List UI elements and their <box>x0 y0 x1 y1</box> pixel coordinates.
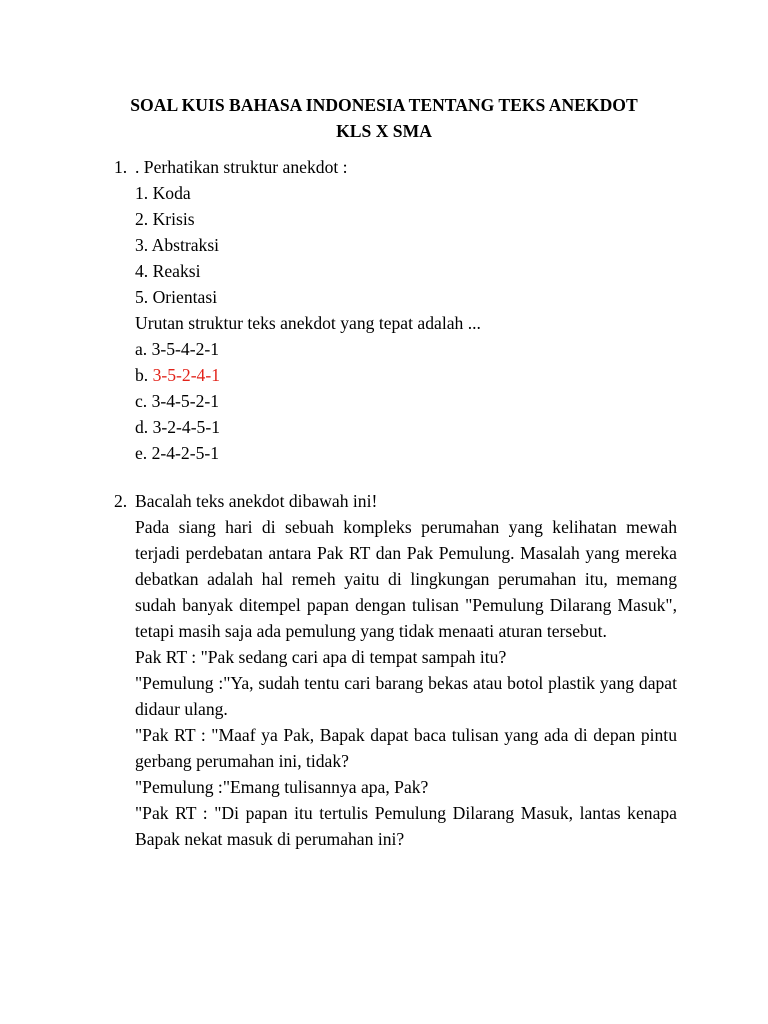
option-text: 3-5-4-2-1 <box>151 339 220 359</box>
correct-answer-text: 3-5-2-4-1 <box>152 365 221 385</box>
answer-option <box>135 440 677 466</box>
option-letter: b. <box>135 365 153 385</box>
answer-option <box>135 414 677 440</box>
dialogue-line: "Pemulung :"Ya, sudah tentu cari barang bekas atau botol plastik yang dapat didaur ulang. <box>135 673 677 719</box>
option-letter: c. <box>135 391 152 411</box>
answer-option <box>135 388 677 414</box>
option-letter: a. <box>135 339 152 359</box>
title-line-1: SOAL KUIS BAHASA INDONESIA TENTANG TEKS ANEKDOT <box>130 95 638 115</box>
question-prompt: Bacalah teks anekdot dibawah ini! <box>135 491 378 511</box>
option-letter: e. <box>135 443 152 463</box>
dialogue-line: "Pemulung :"Emang tulisannya apa, Pak? <box>135 777 429 797</box>
option-text: 2-4-2-5-1 <box>151 443 220 463</box>
anecdote-paragraph: Pada siang hari di sebuah kompleks perumahan yang kelihatan mewah terjadi perdebatan antara Pak RT dan Pak Pemulung. Masalah yang mereka debatkan adalah hal remeh yaitu di lingkungan perumahan itu, memang sudah banyak ditempel papan dengan tulisan "Pemulung Dilarang Masuk", tetapi masih saja ada pemulung yang tidak menaati aturan tersebut. <box>135 517 677 641</box>
dialogue-line: "Pak RT : "Maaf ya Pak, Bapak dapat baca tulisan yang ada di depan pintu gerbang perumahan ini, tidak? <box>135 725 677 771</box>
title-line-2: KLS X SMA <box>336 121 432 141</box>
option-text: 3-2-4-5-1 <box>152 417 221 437</box>
structure-item: 4. Reaksi <box>135 261 201 281</box>
option-text: 3-4-5-2-1 <box>151 391 220 411</box>
option-letter: d. <box>135 417 153 437</box>
question-body <box>135 488 677 852</box>
question-number: 1. <box>114 157 128 177</box>
structure-item: 5. Orientasi <box>135 287 218 307</box>
structure-item: 2. Krisis <box>135 209 195 229</box>
answer-option-correct <box>135 362 677 388</box>
document-title <box>0 92 768 144</box>
question-number: 2. <box>114 491 128 511</box>
dialogue-line: Pak RT : "Pak sedang cari apa di tempat sampah itu? <box>135 647 507 667</box>
question-body <box>135 154 677 466</box>
structure-item: 3. Abstraksi <box>135 235 220 255</box>
dialogue-line: "Pak RT : "Di papan itu tertulis Pemulung Dilarang Masuk, lantas kenapa Bapak nekat masuk di perumahan ini? <box>135 803 677 849</box>
question-prompt: . Perhatikan struktur anekdot : <box>135 157 348 177</box>
question-text: Urutan struktur teks anekdot yang tepat adalah ... <box>135 313 481 333</box>
answer-option <box>135 336 677 362</box>
structure-item: 1. Koda <box>135 183 191 203</box>
